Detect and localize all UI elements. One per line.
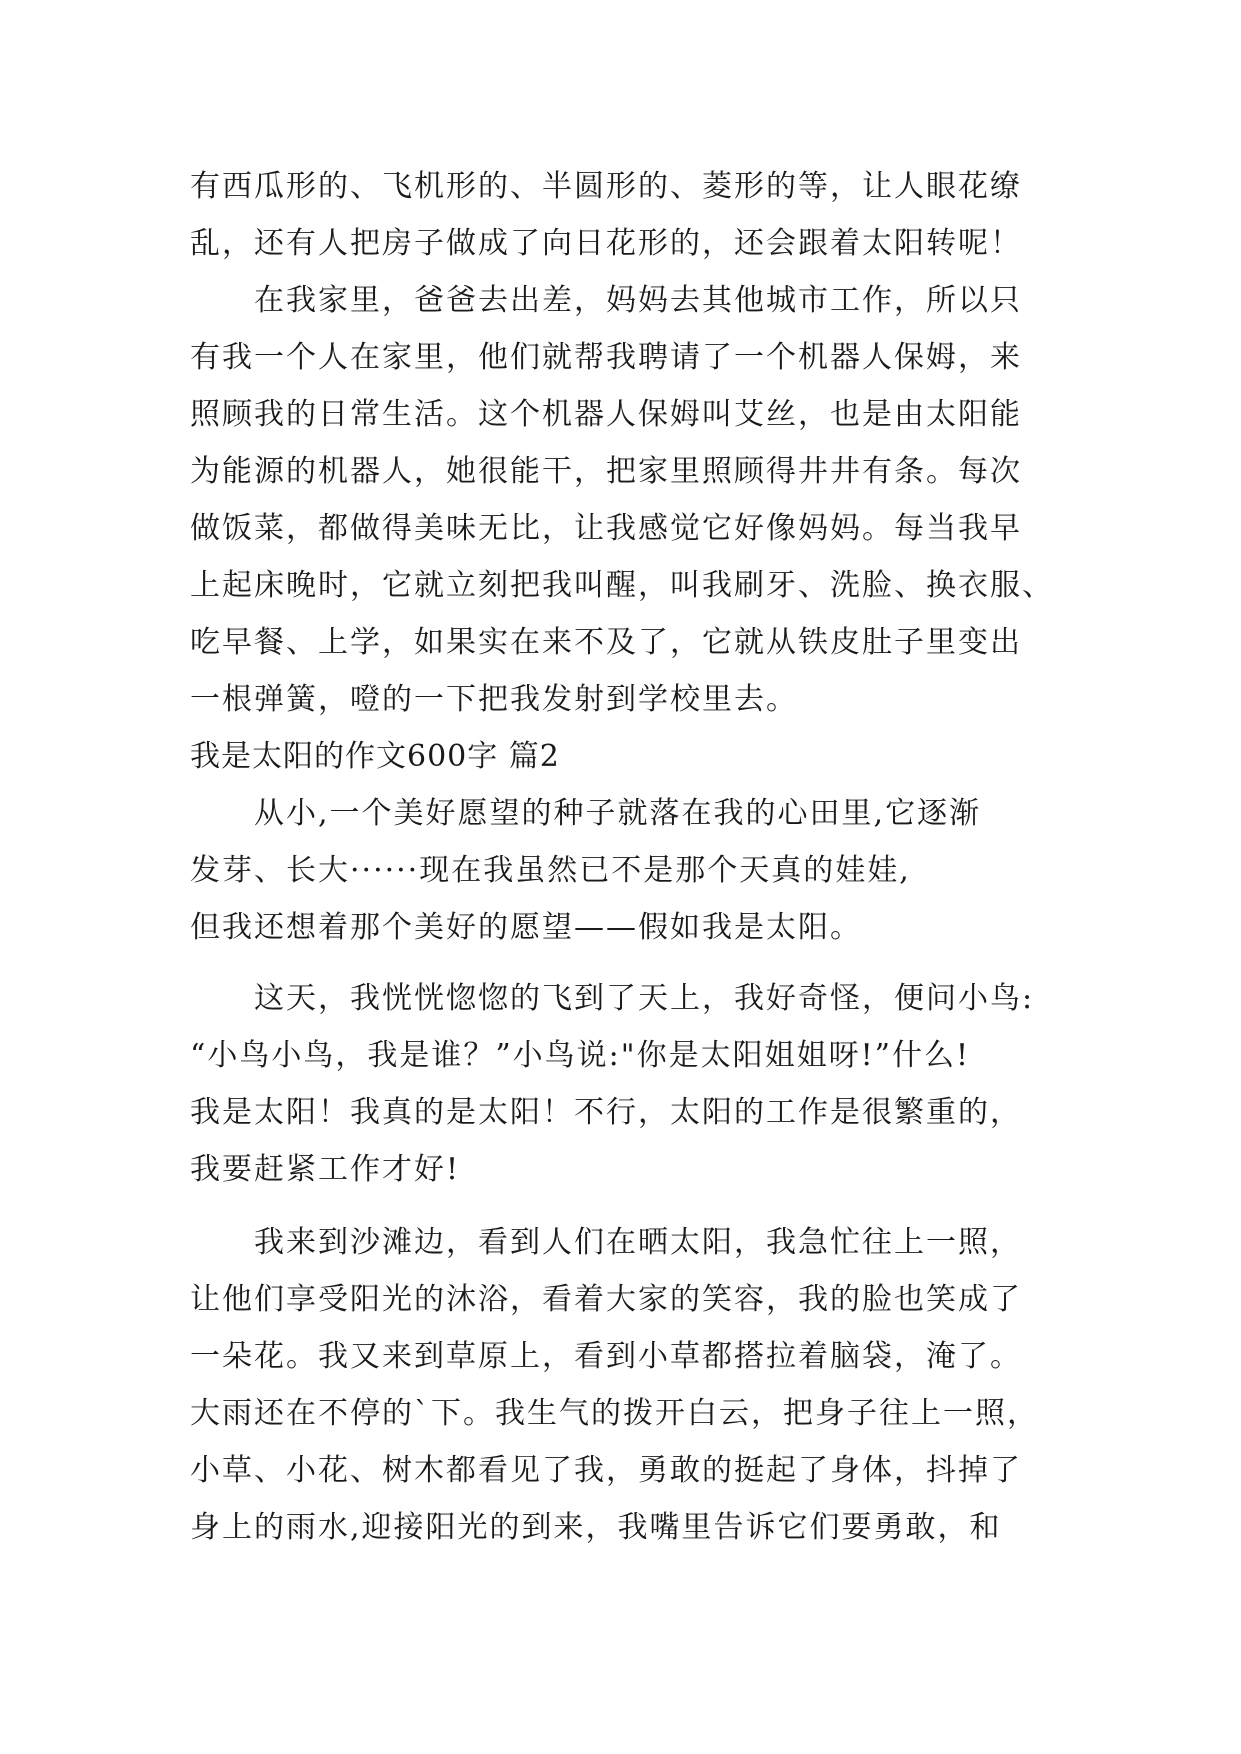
text-line: 小草、小花、树木都看见了我，勇敢的挺起了身体，抖掉了	[190, 1453, 1022, 1488]
text-line: 有西瓜形的、飞机形的、半圆形的、菱形的等，让人眼花缭	[190, 169, 1022, 204]
text-line: 一朵花。我又来到草原上，看到小草都搭拉着脑袋，淹了。	[190, 1339, 1022, 1374]
text-line: 在我家里，爸爸去出差，妈妈去其他城市工作，所以只	[254, 283, 1022, 318]
text-line: 吃早餐、上学，如果实在来不及了，它就从铁皮肚子里变出	[190, 625, 1022, 660]
paragraph-became-sun	[190, 970, 1060, 1198]
text-line: 但我还想着那个美好的愿望——假如我是太阳。	[190, 910, 862, 945]
paragraph-robot-nanny	[190, 272, 1060, 728]
text-line: 我要赶紧工作才好!	[190, 1152, 461, 1187]
text-line: 照顾我的日常生活。这个机器人保姆叫艾丝，也是由太阳能	[190, 397, 1022, 432]
text-line: 发芽、长大······现在我虽然已不是那个天真的娃娃,	[190, 853, 911, 888]
text-line: 我来到沙滩边，看到人们在晒太阳，我急忙往上一照，	[254, 1225, 1022, 1260]
paragraph-gap	[190, 956, 1060, 970]
text-line: 做饭菜，都做得美味无比，让我感觉它好像妈妈。每当我早	[190, 511, 1022, 546]
text-line: 有我一个人在家里，他们就帮我聘请了一个机器人保姆，来	[190, 340, 1022, 375]
paragraph-wish	[190, 785, 1060, 956]
document-body	[190, 158, 1060, 1556]
text-line: 从小,一个美好愿望的种子就落在我的心田里,它逐渐	[254, 796, 982, 831]
text-line: 我是太阳！我真的是太阳！不行，太阳的工作是很繁重的，	[190, 1095, 1022, 1130]
paragraph-gap	[190, 1198, 1060, 1214]
text-line: 为能源的机器人，她很能干，把家里照顾得井井有条。每次	[190, 454, 1022, 489]
text-line: “小鸟小鸟，我是谁？”小鸟说:"你是太阳姐姐呀!”什么!	[190, 1038, 971, 1073]
text-line: 大雨还在不停的`下。我生气的拨开白云，把身子往上一照，	[190, 1396, 1039, 1431]
text-line: 让他们享受阳光的沐浴，看着大家的笑容，我的脸也笑成了	[190, 1282, 1022, 1317]
text-line: 这天，我恍恍惚惚的飞到了天上，我好奇怪，便问小鸟:	[254, 981, 1035, 1016]
text-line: 一根弹簧，噔的一下把我发射到学校里去。	[190, 682, 798, 717]
text-line: 上起床晚时，它就立刻把我叫醒，叫我刷牙、洗脸、换衣服、	[190, 568, 1054, 603]
text-line: 乱，还有人把房子做成了向日花形的，还会跟着太阳转呢！	[190, 226, 1022, 261]
paragraph-beach-grassland	[190, 1214, 1060, 1556]
essay-heading: 我是太阳的作文600字 篇2	[190, 739, 560, 774]
text-line: 身上的雨水,迎接阳光的到来，我嘴里告诉它们要勇敢，和	[190, 1510, 1002, 1545]
paragraph-house-shapes	[190, 158, 1060, 272]
